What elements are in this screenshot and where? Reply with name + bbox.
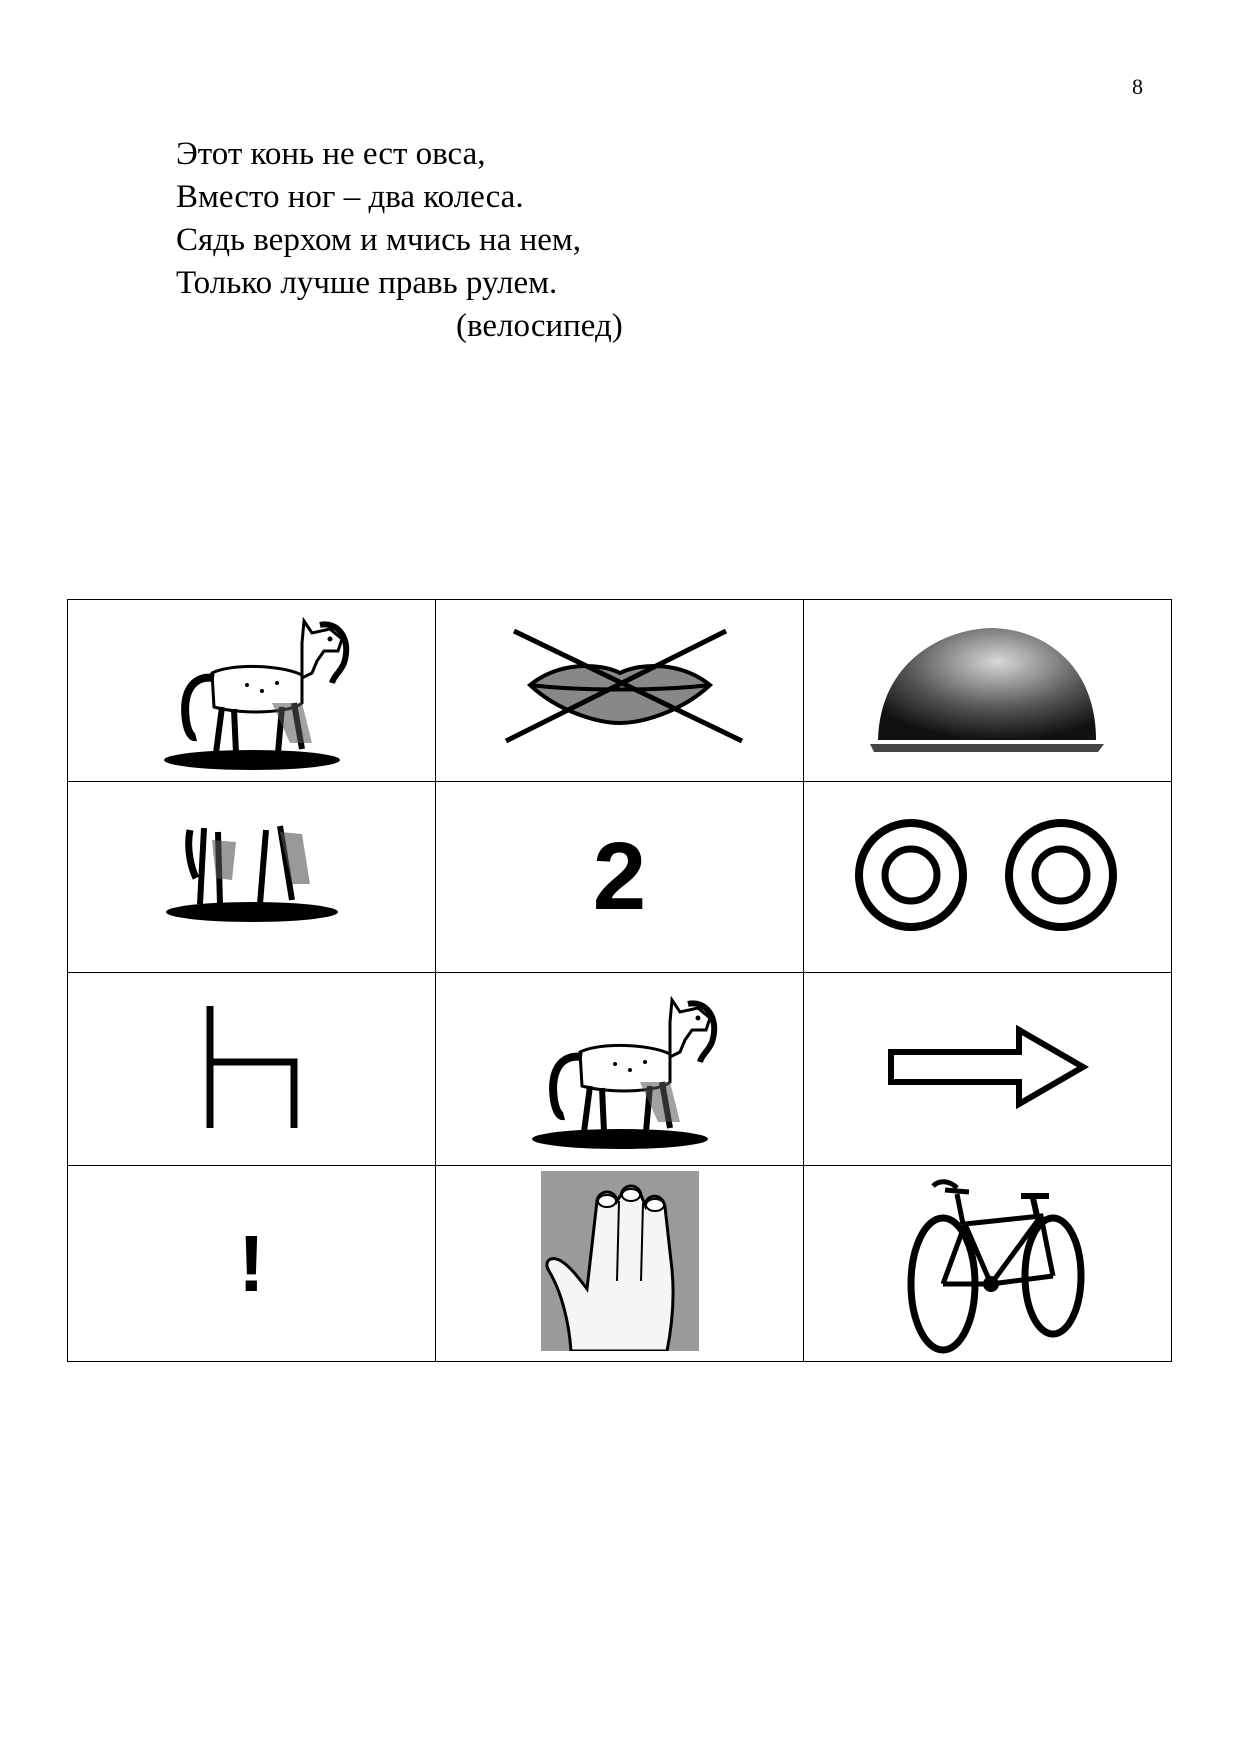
poem-line: Только лучше правь рулем. <box>176 265 558 301</box>
letter-p-shape-icon <box>192 1002 312 1132</box>
horse-icon <box>520 982 720 1152</box>
rebus-cell <box>804 600 1172 782</box>
rebus-cell <box>804 1166 1172 1362</box>
bicycle-icon <box>873 1166 1103 1356</box>
rebus-cell <box>68 600 436 782</box>
hemisphere-mound-icon <box>868 618 1108 758</box>
riddle-answer: (велосипед) <box>456 308 623 344</box>
riddle-poem <box>176 133 581 305</box>
rebus-cell <box>436 600 804 782</box>
two-rings-icon <box>853 815 1123 935</box>
right-arrow-icon <box>883 1022 1093 1112</box>
poem-line: Сядь верхом и мчись на нем, <box>176 222 582 258</box>
rebus-cell <box>68 973 436 1166</box>
exclamation-mark: ! <box>238 1218 265 1308</box>
rebus-cell <box>436 782 804 973</box>
rebus-cell <box>804 973 1172 1166</box>
rebus-cell <box>68 1166 436 1362</box>
poem-line: Этот конь не ест овса, <box>176 136 486 172</box>
palm-hand-icon <box>541 1171 699 1351</box>
number-two: 2 <box>592 823 647 930</box>
rebus-cell <box>436 973 804 1166</box>
page-number: 8 <box>1132 74 1143 99</box>
rebus-cell <box>804 782 1172 973</box>
poem-line: Вместо ног – два колеса. <box>176 179 524 215</box>
rebus-cell <box>436 1166 804 1362</box>
crossed-out-lips-icon <box>490 623 750 753</box>
rebus-grid <box>67 599 1172 1362</box>
rebus-cell <box>68 782 436 973</box>
horse-icon <box>152 603 352 773</box>
horse-legs-icon <box>152 820 352 930</box>
